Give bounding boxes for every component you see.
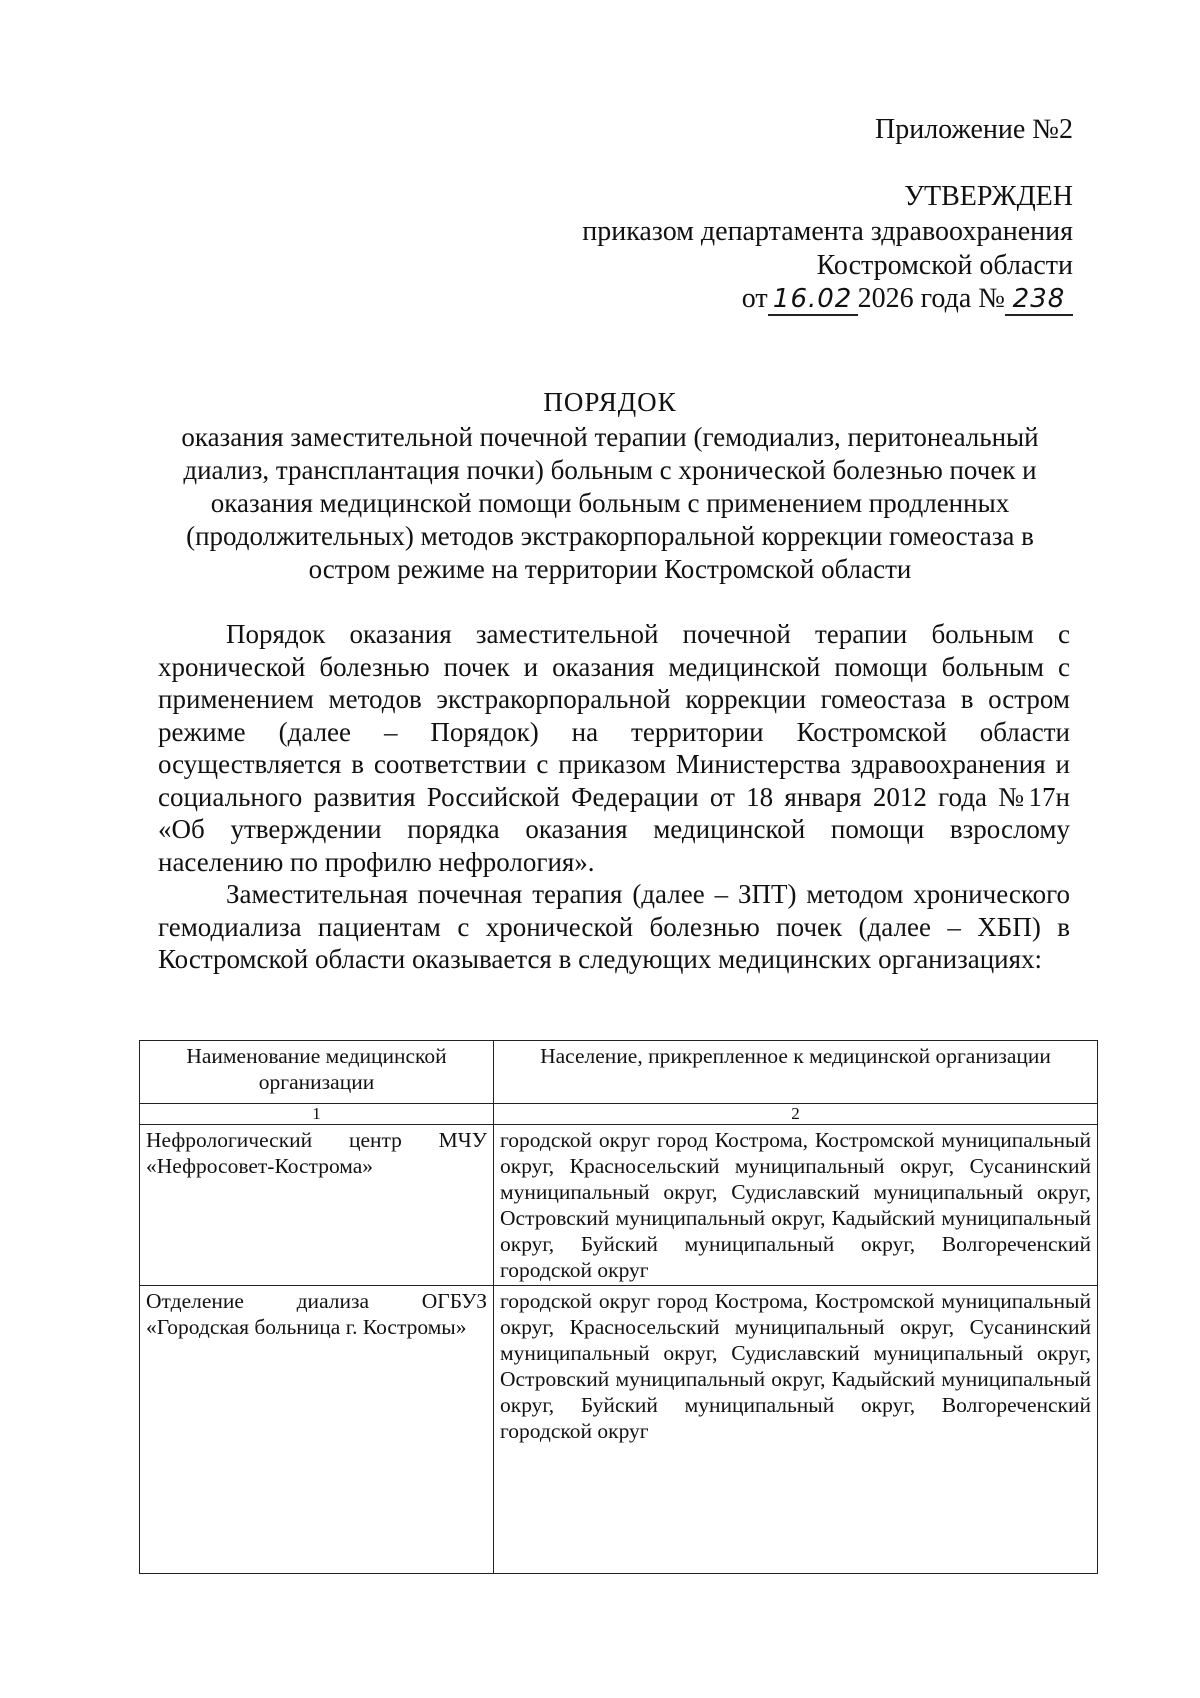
document-title xyxy=(150,386,1070,586)
paragraph-2-text: Заместительная почечная терапия (далее – ЗПТ) методом хронического гемодиализа пациентам с хронической болезнью почек (далее – ХБП) в Костромской области оказывается в следующих медицинских организациях: xyxy=(158,879,1070,974)
order-date-line xyxy=(742,282,1073,316)
row-2-organization: Отделение диализа ОГБУЗ «Городская больница г. Костромы» xyxy=(140,1286,494,1574)
paragraph-1 xyxy=(158,618,1070,878)
row-1-organization: Нефрологический центр МЧУ «Нефросовет-Кострома» xyxy=(140,1125,494,1286)
table-header-row xyxy=(140,1041,1098,1104)
paragraph-2 xyxy=(158,878,1070,976)
row-1-population: городской округ город Кострома, Костромской муниципальный округ, Красносельский муниципальный округ, Сусанинский муниципальный округ, Судиславский муниципальный округ, Островский муниципальный округ, Кадыйский муниципальный округ, Буйский муниципальный округ, Волгореченский городской округ xyxy=(494,1125,1098,1286)
table-row xyxy=(140,1286,1098,1574)
order-line-1: приказом департамента здравоохранения xyxy=(582,216,1073,247)
title-main: ПОРЯДОК xyxy=(543,387,677,417)
paragraph-1-text: Порядок оказания заместительной почечной терапии больным с хронической болезнью почек и оказания медицинской помощи больным с применением методов экстракорпоральной коррекции гомеостаза в остром режиме (далее – Порядок) на территории Костромской области осуществляется в соответствии с приказом Министерства здравоохранения и социального развития Российской Федерации от 18 января 2012 года №17н «Об утверждении порядка оказания медицинской помощи взрослому населению по профилю нефрология». xyxy=(158,619,1070,877)
column-number-1: 1 xyxy=(140,1104,494,1125)
organizations-table xyxy=(139,1040,1098,1574)
date-suffix: 2026 года № xyxy=(857,283,1005,314)
table-row xyxy=(140,1125,1098,1286)
approved-label: УТВЕРЖДЕН xyxy=(904,181,1073,212)
header-organization: Наименование медицинской организации xyxy=(140,1041,494,1104)
order-line-2: Костромской области xyxy=(816,250,1073,281)
header-population: Население, прикрепленное к медицинской организации xyxy=(494,1041,1098,1104)
table-number-row xyxy=(140,1104,1098,1125)
handwritten-date: 16.02 xyxy=(768,284,858,316)
title-subtitle: оказания заместительной почечной терапии (гемодиализ, перитонеальный диализ, трансплантация почки) больным с хронической болезнью почек и оказания медицинской помощи больным с применением продленных (продолжительных) методов экстракорпоральной коррекции гомеостаза в остром режиме на территории Костромской области xyxy=(181,422,1039,584)
row-2-population: городской округ город Кострома, Костромской муниципальный округ, Красносельский муниципальный округ, Сусанинский муниципальный округ, Судиславский муниципальный округ, Островский муниципальный округ, Кадыйский муниципальный округ, Буйский муниципальный округ, Волгореченский городской округ xyxy=(494,1286,1098,1574)
handwritten-number: 238 xyxy=(1005,284,1073,316)
column-number-2: 2 xyxy=(494,1104,1098,1125)
appendix-label: Приложение №2 xyxy=(875,114,1073,145)
date-prefix: от xyxy=(741,283,768,314)
